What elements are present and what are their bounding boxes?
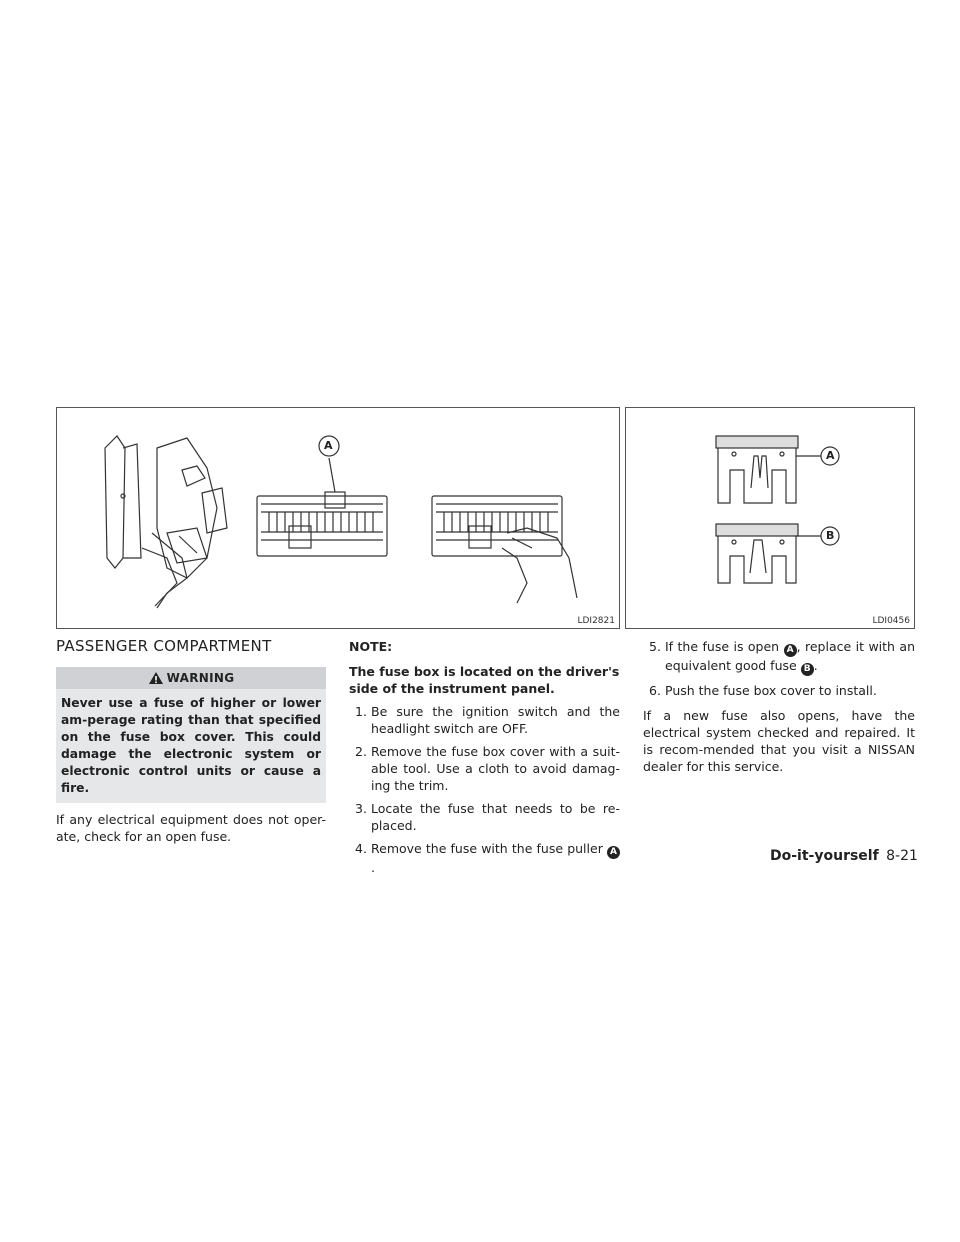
- warning-text: Never use a fuse of higher or lower am-perage rating than that specified on the fuse box cover. This could damage the electronic system or electronic control units or cause a fire.: [56, 689, 326, 803]
- fuse-diagram: [625, 407, 915, 629]
- callout-b-label: B: [826, 529, 835, 542]
- step-5: 5. If the fuse is open A , replace it with an equivalent good fuse B .: [649, 639, 915, 674]
- step-3: 3. Locate the fuse that needs to be re-placed.: [355, 801, 620, 833]
- warning-icon: [148, 671, 164, 685]
- fuse-box-illustration: [56, 407, 620, 629]
- note-label: NOTE:: [349, 639, 393, 654]
- warning-header: [56, 667, 326, 689]
- intro-text: If any electrical equipment does not oper-ate, check for an open fuse.: [56, 812, 326, 844]
- figure-code: LDI2821: [577, 616, 615, 626]
- page-footer: [770, 848, 918, 864]
- page-number: 8-21: [886, 848, 918, 864]
- note-text: The fuse box is located on the driver's side of the instrument panel.: [349, 664, 620, 696]
- footer-section: Do-it-yourself: [770, 848, 879, 864]
- fuse-box-drawing: [57, 408, 619, 628]
- column-3: [643, 638, 915, 775]
- marker-a-icon: A: [607, 846, 620, 859]
- callout-a-label: A: [826, 449, 835, 462]
- warning-box: [56, 667, 326, 803]
- step-6: 6. Push the fuse box cover to install.: [649, 683, 877, 698]
- fuse-open-good-drawing: [626, 408, 914, 628]
- warning-label: WARNING: [166, 670, 235, 685]
- closing-text: If a new fuse also opens, have the electrical system checked and repaired. It is recom-mended that you visit a NISSAN dealer for this service.: [643, 708, 915, 774]
- callout-a-label: A: [324, 439, 333, 452]
- column-1: [56, 638, 326, 845]
- marker-a-icon: A: [784, 644, 797, 657]
- step-1: 1. Be sure the ignition switch and the headlight switch are OFF.: [355, 704, 620, 736]
- figure-code: LDI0456: [872, 616, 910, 626]
- section-title: PASSENGER COMPARTMENT: [56, 637, 272, 655]
- marker-b-icon: B: [801, 663, 814, 676]
- step-2: 2. Remove the fuse box cover with a suit-able tool. Use a cloth to avoid damag-ing the trim.: [355, 744, 620, 793]
- step-4: 4. Remove the fuse with the fuse puller A.: [349, 840, 620, 876]
- column-2: [349, 638, 620, 876]
